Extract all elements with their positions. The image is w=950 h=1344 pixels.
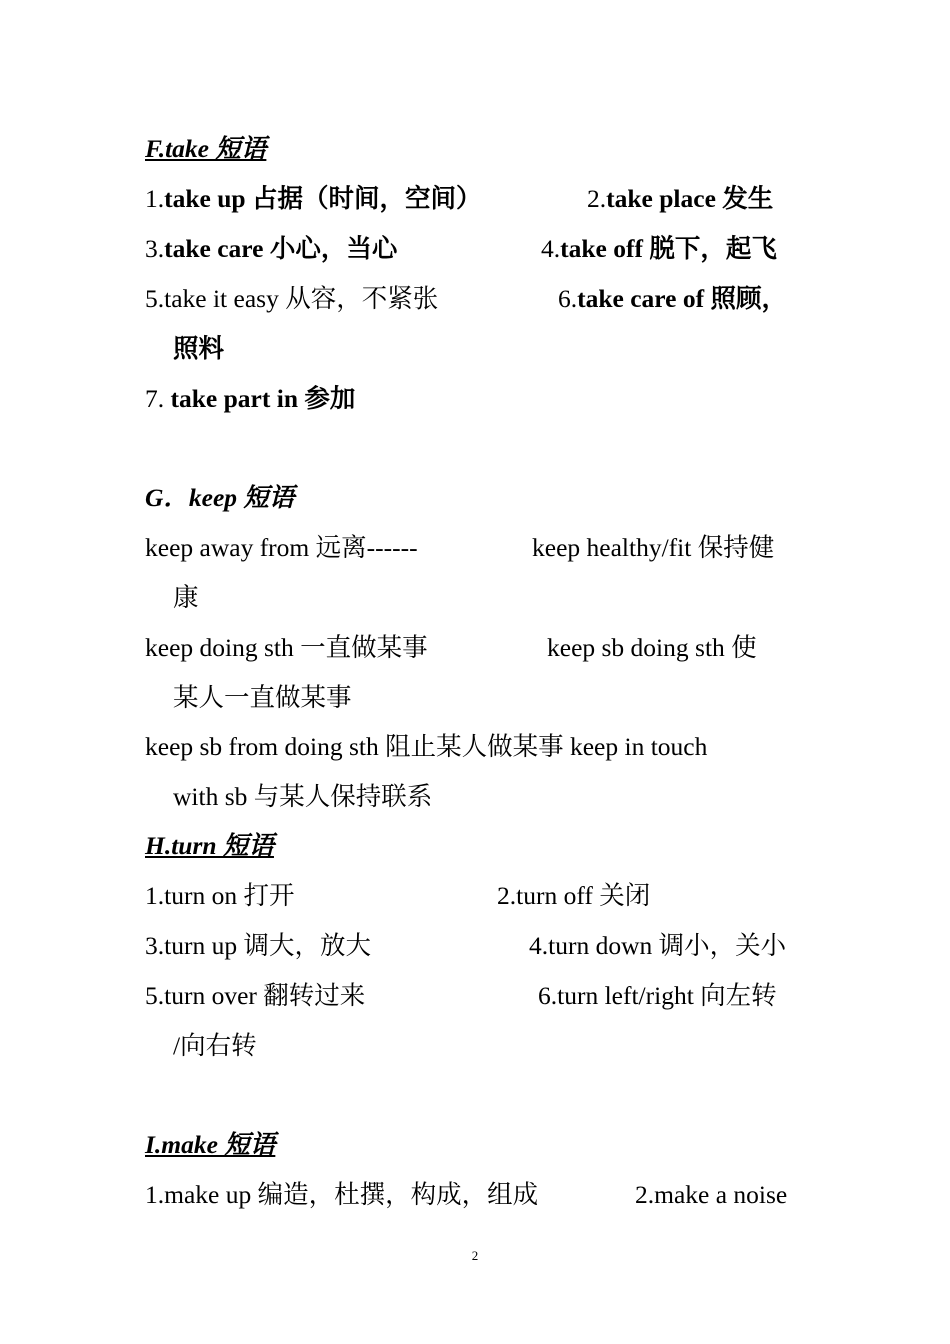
phrase-row-turn-1 (145, 871, 810, 921)
phrase-second-column (558, 274, 787, 324)
phrase-row-keep-3: keep sb from doing sth 阻止某人做某事 keep in touch (145, 732, 708, 761)
phrase-second-column: keep healthy/fit 保持健 (532, 533, 775, 562)
phrase-row-take-2 (145, 224, 810, 274)
section-heading-make: I.make 短语 (145, 1130, 276, 1159)
phrase-second-column: 2.turn off 关闭 (497, 881, 651, 910)
phrase-text: take part in 参加 (170, 384, 356, 413)
phrase-text: 1.turn on 打开 (145, 881, 295, 910)
phrase-continuation: 康 (173, 583, 199, 612)
phrase-row-take-4 (145, 374, 810, 424)
phrase-text: 1.make up 编造，杜撰，构成，组成 (145, 1180, 539, 1209)
phrase-continuation (173, 324, 838, 374)
phrase-second-column (541, 224, 777, 274)
phrase-text: 5.take it easy 从容，不紧张 (145, 284, 439, 313)
page-number: 2 (471, 1248, 479, 1263)
section-heading-take: F.take 短语 (145, 134, 267, 163)
phrase-number: 2. (587, 184, 607, 213)
phrase-continuation: 某人一直做某事 (173, 683, 352, 712)
phrase-text: take care of 照顾， (577, 284, 787, 313)
phrase-row-make-1 (145, 1170, 810, 1220)
phrase-text: keep doing sth 一直做某事 (145, 633, 428, 662)
phrase-continuation: /向右转 (173, 1031, 257, 1060)
phrase-text: 3.turn up 调大，放大 (145, 931, 371, 960)
phrase-second-column: 6.turn left/right 向左转 (538, 981, 777, 1010)
phrase-text: take place 发生 (606, 184, 774, 213)
phrase-number: 6. (558, 284, 578, 313)
phrase-second-column: keep sb doing sth 使 (547, 633, 757, 662)
phrase-number: 1. (145, 184, 165, 213)
phrase-text: 照料 (173, 334, 225, 363)
phrase-text: take up 占据（时间，空间） (164, 184, 482, 213)
phrase-row-keep-1 (145, 523, 810, 573)
phrase-row-take-1 (145, 174, 810, 224)
phrase-text: 5.turn over 翻转过来 (145, 981, 366, 1010)
section-heading-turn: H.turn 短语 (145, 831, 274, 860)
phrase-row-keep-2 (145, 623, 810, 673)
phrase-second-column (587, 174, 773, 224)
phrase-text: take off 脱下，起飞 (560, 234, 777, 263)
phrase-number: 3. (145, 234, 165, 263)
phrase-row-take-3 (145, 274, 810, 324)
phrase-second-column: 2.make a noise (635, 1180, 788, 1209)
phrase-number: 4. (541, 234, 561, 263)
phrase-row-turn-2 (145, 921, 810, 971)
phrase-text: take care 小心，当心 (164, 234, 398, 263)
phrase-number: 7. (145, 384, 171, 413)
phrase-text: keep away from 远离------ (145, 533, 418, 562)
phrase-second-column: 4.turn down 调小，关小 (529, 931, 787, 960)
phrase-continuation: with sb 与某人保持联系 (173, 782, 433, 811)
phrase-row-turn-3 (145, 971, 810, 1021)
section-heading-keep: G．keep 短语 (145, 483, 295, 512)
